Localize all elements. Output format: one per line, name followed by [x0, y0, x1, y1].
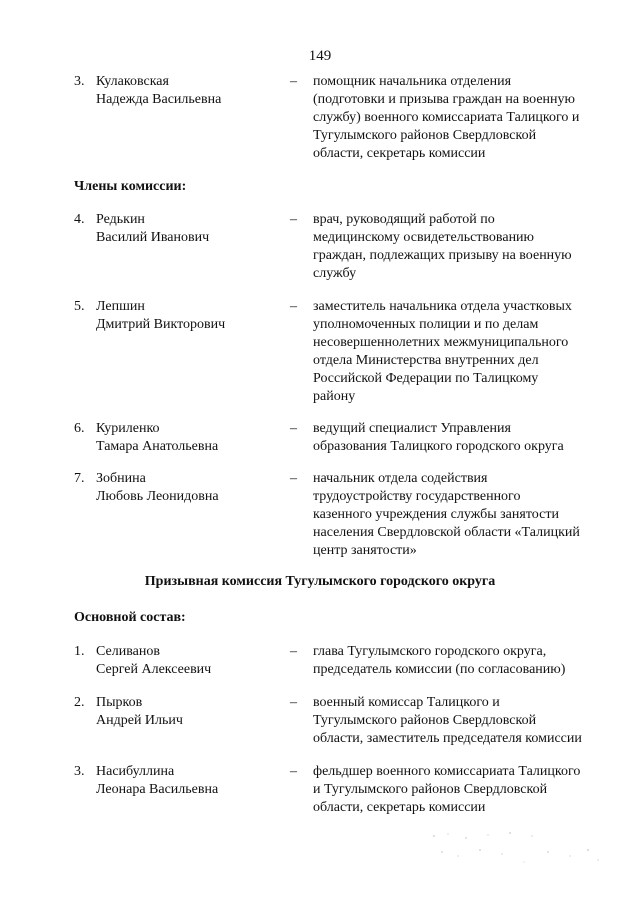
person-name: Кулаковская Надежда Васильевна: [96, 74, 222, 107]
item-number: 2.: [74, 695, 85, 710]
page-number: 149: [308, 48, 332, 64]
position-description: начальник отдела содействия трудоустройству государственного казенного учреждения службы занятости населения Свердловской области «Талицкий центр занятости»: [313, 471, 580, 558]
item-number: 3.: [74, 74, 85, 89]
position-description: врач, руководящий работой по медицинскому освидетельствованию граждан, подлежащих призыву на военную службу: [313, 212, 572, 281]
separator-dash: –: [290, 644, 297, 659]
item-number: 1.: [74, 644, 85, 659]
position-description: глава Тугулымского городского округа, председатель комиссии (по согласованию): [313, 644, 566, 677]
item-number: 6.: [74, 421, 85, 436]
separator-dash: –: [290, 471, 297, 486]
person-name: Насибуллина Леонара Васильевна: [96, 764, 219, 797]
section-heading: Призывная комиссия Тугулымского городского округа: [144, 574, 496, 589]
scan-noise: [428, 830, 608, 870]
item-number: 7.: [74, 471, 85, 486]
person-name: Куриленко Тамара Анатольевна: [96, 421, 219, 454]
item-number: 4.: [74, 212, 85, 227]
members-heading: Члены комиссии:: [74, 179, 187, 194]
item-number: 3.: [74, 764, 85, 779]
person-name: Лепшин Дмитрий Викторович: [96, 299, 226, 332]
position-description: фельдшер военного комиссариата Талицкого и Тугулымского районов Свердловской области, секретарь комиссии: [313, 764, 581, 815]
separator-dash: –: [290, 421, 297, 436]
position-description: ведущий специалист Управления образования Талицкого городского округа: [313, 421, 564, 454]
person-name: Пырков Андрей Ильич: [96, 695, 183, 728]
position-description: военный комиссар Талицкого и Тугулымского районов Свердловской области, заместитель председателя комиссии: [313, 695, 582, 746]
separator-dash: –: [290, 74, 297, 89]
separator-dash: –: [290, 212, 297, 227]
person-name: Зобнина Любовь Леонидовна: [96, 471, 219, 504]
position-description: помощник начальника отделения (подготовки и призыва граждан на военную службу) военного комиссариата Талицкого и Тугулымского районов Свердловской области, секретарь комиссии: [313, 74, 580, 161]
separator-dash: –: [290, 764, 297, 779]
separator-dash: –: [290, 695, 297, 710]
person-name: Редькин Василий Иванович: [96, 212, 210, 245]
separator-dash: –: [290, 299, 297, 314]
item-number: 5.: [74, 299, 85, 314]
position-description: заместитель начальника отдела участковых уполномоченных полиции и по делам несовершеннолетних межмуниципального отдела Министерства внутренних дел Российской Федерации по Талицкому району: [313, 299, 572, 404]
main-composition-heading: Основной состав:: [74, 610, 186, 625]
person-name: Селиванов Сергей Алексеевич: [96, 644, 212, 677]
